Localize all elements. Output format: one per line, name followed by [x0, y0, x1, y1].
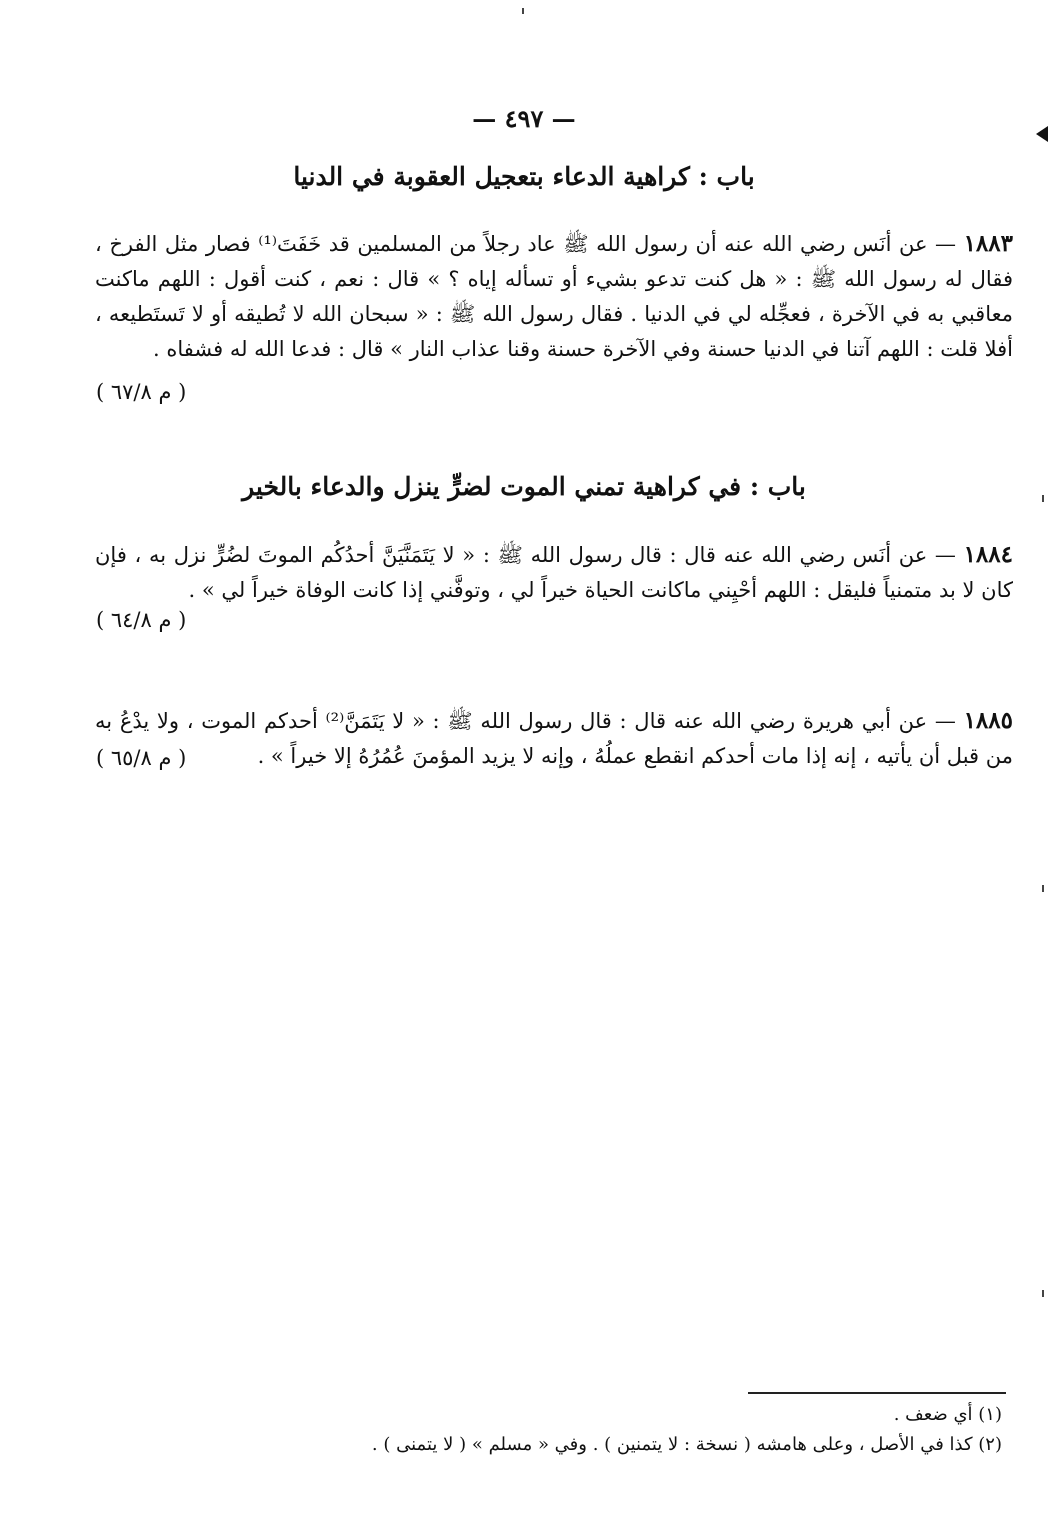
hadith-reference: ( م ٦٧/٨ ) [96, 380, 187, 404]
hadith-reference: ( م ٦٤/٨ ) [96, 608, 187, 632]
footnote-1: (١) أي ضعف . [893, 1404, 1002, 1425]
hadith-1884 [95, 537, 1013, 647]
page-number: — ٤٩٧ — [472, 104, 576, 133]
scan-speck [1042, 1290, 1044, 1297]
hadith-1885 [95, 703, 1013, 778]
hadith-reference: ( م ٦٥/٨ ) [96, 746, 187, 770]
section-heading-2: باب : في كراهية تمني الموت لضرٍّ ينزل والدعاء بالخير [242, 472, 806, 501]
scan-speck [1042, 495, 1044, 502]
hadith-number: ١٨٨٤ [963, 541, 1013, 568]
hadith-text: — عن أنَس رضي الله عنه أن رسول الله ﷺ عاد رجلاً من المسلمين قد خَفَتَ⁽¹⁾ فصار مثل الفرخ ، فقال له رسول الله ﷺ : « هل كنت تدعو بشيء أو تسأله إياه ؟ » قال : نعم ، كنت أقول : اللهم ماكنت معاقبي به في الآخرة ، فعجِّله لي في الدنيا . فقال رسول الله ﷺ : « سبحان الله لا تُطيقه أو لا تَستَطيعه ، أفلا قلت : اللهم آتنا في الدنيا حسنة وفي الآخرة حسنة وقنا عذاب النار » قال : فدعا الله له فشفاه . [95, 232, 1013, 361]
hadith-1883 [95, 226, 1013, 406]
footnote-2: (٢) كذا في الأصل ، وعلى هامشه ( نسخة : لا يتمنين ) . وفي « مسلم » ( لا يتمنى ) . [371, 1434, 1002, 1455]
section-heading-1: باب : كراهية الدعاء بتعجيل العقوبة في الدنيا [293, 162, 755, 191]
footnotes [300, 1400, 1002, 1460]
hadith-number: ١٨٨٥ [963, 707, 1013, 734]
scan-speck [1042, 885, 1044, 892]
hadith-number: ١٨٨٣ [963, 230, 1013, 257]
hadith-text: — عن أبي هريرة رضي الله عنه قال : قال رسول الله ﷺ : « لا يَتَمَنَّ⁽²⁾ أحدكم الموت ، ولا يدْعُ به من قبل أن يأتيه ، إنه إذا مات أحدكم انقطع عملُهُ ، وإنه لا يزيد المؤمنَ عُمُرُهُ إلا خيراً » . [95, 709, 1013, 768]
hadith-text: — عن أنَس رضي الله عنه قال : قال رسول الله ﷺ : « لا يَتَمَنَّيَنَّ أحدُكُم الموتَ لضُرٍّ نزل به ، فإن كان لا بد متمنياً فليقل : اللهم أحْيِني ماكانت الحياة خيراً لي ، وتوفَّني إذا كانت الوفاة خيراً لي » . [95, 543, 1013, 602]
scan-speck [522, 8, 524, 14]
footnote-divider [748, 1392, 1006, 1394]
